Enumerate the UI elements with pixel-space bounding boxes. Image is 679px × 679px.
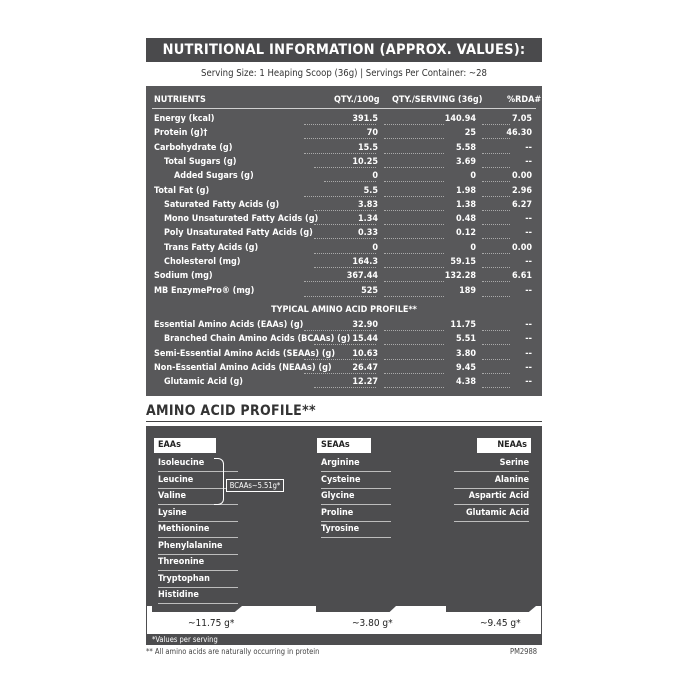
dot-leader [482,359,510,360]
rda-value: -- [525,228,532,239]
nutrient-name: Essential Amino Acids (EAAs) (g) [154,320,304,330]
nutrient-name: Cholesterol (mg) [164,257,241,267]
qty-100g: 1.34 [358,214,378,225]
nutrient-row [146,271,542,285]
amino-acid-item: Arginine [321,458,360,468]
qty-100g: 12.27 [352,377,378,388]
footnote: ** All amino acids are naturally occurring in protein [146,647,320,656]
qty-100g: 525 [361,285,378,296]
nutrient-row [146,320,542,334]
nutrition-table [146,86,542,396]
rda-value: -- [525,214,532,225]
dot-leader [384,181,444,182]
nutrient-row [146,143,542,157]
header-divider [152,108,536,109]
qty-serving: 0 [470,242,476,253]
dot-leader [304,373,376,374]
dot-leader [384,224,444,225]
rda-value: -- [525,362,532,373]
dot-leader [482,153,510,154]
dot-leader [482,267,510,268]
nutrient-row [146,349,542,363]
amino-acid-item: Methionine [158,524,210,534]
nutrient-row [146,171,542,185]
qty-100g: 0 [372,171,378,182]
nutrient-name: Semi-Essential Amino Acids (SEAAs) (g) [154,348,336,359]
qty-serving: 4.38 [456,377,476,388]
dot-leader [482,330,510,331]
qty-serving: 0.48 [456,214,476,225]
nutrient-name: MB EnzymePro® (mg) [154,285,255,296]
qty-100g: 32.90 [352,320,378,330]
qty-serving: 3.80 [456,348,476,359]
qty-serving: 59.15 [450,257,476,267]
rda-value: 2.96 [512,185,532,196]
product-code: PM2988 [510,647,538,656]
nutrient-name: Added Sugars (g) [174,171,254,182]
dot-leader [304,330,376,331]
dot-leader [384,344,444,345]
qty-100g: 391.5 [352,114,378,124]
dot-leader [384,167,444,168]
nutrient-row [146,157,542,171]
nutrient-row [146,228,542,242]
nutrient-row [146,114,542,128]
qty-serving: 1.38 [456,199,476,210]
header-nutrients: NUTRIENTS [154,95,206,105]
dot-leader [384,373,444,374]
dot-leader [482,138,510,139]
amino-acid-item: Valine [158,491,187,501]
rda-value: 0.00 [512,171,532,182]
amino-acid-item: Cysteine [321,474,361,485]
amino-acid-item: Serine [499,458,529,468]
dot-leader [384,210,444,211]
dot-leader [314,267,376,268]
qty-serving: 25 [464,128,476,139]
nutrient-name: Glutamic Acid (g) [164,377,243,388]
dot-leader [304,124,376,125]
dot-leader [384,124,444,125]
rda-value: 6.27 [512,199,532,210]
dot-leader [314,344,376,345]
nutrient-name: Poly Unsaturated Fatty Acids (g) [164,228,313,239]
seaas-total: ~3.80 g* [352,618,393,629]
amino-acid-item: Aspartic Acid [468,491,529,501]
serving-info: Serving Size: 1 Heaping Scoop (36g) | Servings Per Container: ~28 [201,68,487,79]
nutrient-name: Mono Unsaturated Fatty Acids (g) [164,214,319,225]
nutrient-row [146,214,542,228]
per-serving-note: *Values per serving [146,634,542,645]
bcaa-label: BCAAs~5.51g* [226,479,284,492]
nutrient-name: Branched Chain Amino Acids (BCAAs) (g) [164,334,351,345]
amino-acid-item: Tyrosine [321,524,360,534]
nutrient-name: Trans Fatty Acids (g) [164,242,259,253]
qty-serving: 3.69 [456,156,476,167]
neaas-total-pointer [446,606,536,612]
neaas-total: ~9.45 g* [480,618,521,629]
qty-serving: 9.45 [456,362,476,373]
nutrient-name: Energy (kcal) [154,114,215,124]
amino-acid-item: Tryptophan [158,573,210,584]
qty-100g: 0 [372,242,378,253]
nutrient-row [146,128,542,142]
nutrient-row [146,186,542,200]
seaas-total-pointer [316,606,396,612]
dot-leader [314,253,376,254]
dot-leader [482,167,510,168]
amino-subtitle: TYPICAL AMINO ACID PROFILE** [271,305,417,315]
nutrient-row [146,257,542,271]
rda-value: -- [525,334,532,345]
amino-underline [321,537,391,538]
dot-leader [314,238,376,239]
dot-leader [482,238,510,239]
qty-serving: 0 [470,171,476,182]
header-rda: %RDA# [507,95,542,105]
rda-value: -- [525,348,532,359]
dot-leader [482,387,510,388]
dot-leader [304,196,376,197]
dot-leader [314,210,376,211]
header-qty100: QTY./100g [334,95,380,105]
rda-value: 46.30 [506,128,532,139]
amino-acid-item: Phenylalanine [158,540,223,551]
amino-acid-item: Histidine [158,590,199,600]
dot-leader [384,296,444,297]
nutrient-name: Saturated Fatty Acids (g) [164,199,280,210]
eaas-header: EAAs [154,438,216,453]
rda-value: -- [525,285,532,296]
seaas-header: SEAAs [317,438,371,453]
amino-underline [454,521,529,522]
qty-100g: 70 [366,128,378,139]
nutrient-row [146,377,542,391]
dot-leader [384,138,444,139]
amino-acid-item: Alanine [494,474,529,485]
dot-leader [304,153,376,154]
qty-serving: 1.98 [456,185,476,196]
rda-value: 6.61 [512,271,532,282]
dot-leader [482,224,510,225]
dot-leader [384,253,444,254]
dot-leader [314,167,376,168]
amino-profile-divider [146,421,542,422]
nutrient-row [146,286,542,300]
dot-leader [304,138,376,139]
qty-100g: 367.44 [346,271,378,282]
rda-value: -- [525,377,532,388]
dot-leader [482,296,510,297]
nutrient-name: Sodium (mg) [154,271,213,282]
amino-acid-item: Glutamic Acid [466,507,529,518]
amino-underline [158,603,238,604]
dot-leader [482,196,510,197]
nutrient-row [146,363,542,377]
dot-leader [482,281,510,282]
bcaa-brace [214,458,224,505]
qty-serving: 132.28 [444,271,476,282]
qty-100g: 15.5 [358,142,378,153]
amino-acid-item: Leucine [158,474,194,485]
dot-leader [384,153,444,154]
rda-value: -- [525,156,532,167]
dot-leader [482,253,510,254]
rda-value: 7.05 [512,114,532,124]
rda-value: -- [525,142,532,153]
dot-leader [482,210,510,211]
nutrient-name: Total Sugars (g) [164,156,237,167]
neaas-header: NEAAs [477,438,531,453]
dot-leader [384,238,444,239]
dot-leader [482,344,510,345]
nutrient-name: Non-Essential Amino Acids (NEAAs) (g) [154,362,332,373]
nutrient-row [146,200,542,214]
amino-acid-item: Proline [321,507,354,518]
eaas-total: ~11.75 g* [188,618,235,629]
eaas-total-pointer [152,606,242,612]
qty-100g: 0.33 [358,228,378,239]
dot-leader [314,224,376,225]
qty-serving: 140.94 [444,114,476,124]
dot-leader [482,124,510,125]
dot-leader [314,387,376,388]
qty-serving: 5.58 [456,142,476,153]
dot-leader [384,387,444,388]
amino-acid-item: Threonine [158,557,205,567]
dot-leader [384,330,444,331]
qty-100g: 3.83 [358,199,378,210]
qty-100g: 15.44 [352,334,378,345]
qty-serving: 5.51 [456,334,476,345]
nutrient-row [146,243,542,257]
dot-leader [324,181,376,182]
qty-100g: 10.63 [352,348,378,359]
amino-acid-item: Glycine [321,491,355,501]
dot-leader [384,267,444,268]
qty-serving: 11.75 [450,320,476,330]
nutrient-name: Protein (g)† [154,128,208,139]
dot-leader [384,359,444,360]
amino-profile-title: AMINO ACID PROFILE** [146,403,316,419]
qty-serving: 189 [459,285,476,296]
amino-acid-item: Isoleucine [158,458,205,468]
dot-leader [482,373,510,374]
dot-leader [304,296,376,297]
rda-value: -- [525,320,532,330]
qty-serving: 0.12 [456,228,476,239]
amino-acid-item: Lysine [158,507,187,518]
nutrient-name: Carbohydrate (g) [154,142,233,153]
qty-100g: 164.3 [352,257,378,267]
rda-value: -- [525,257,532,267]
nutrition-title: NUTRITIONAL INFORMATION (APPROX. VALUES): [146,38,542,62]
nutrient-row [146,334,542,348]
dot-leader [304,281,376,282]
rda-value: 0.00 [512,242,532,253]
qty-100g: 26.47 [352,362,378,373]
dot-leader [304,359,376,360]
qty-100g: 5.5 [363,185,378,196]
dot-leader [384,196,444,197]
qty-100g: 10.25 [352,156,378,167]
header-qty-serving: QTY./SERVING (36g) [392,95,483,105]
dot-leader [384,281,444,282]
nutrient-name: Total Fat (g) [154,185,210,196]
amino-profile-panel [146,426,542,606]
dot-leader [482,181,510,182]
